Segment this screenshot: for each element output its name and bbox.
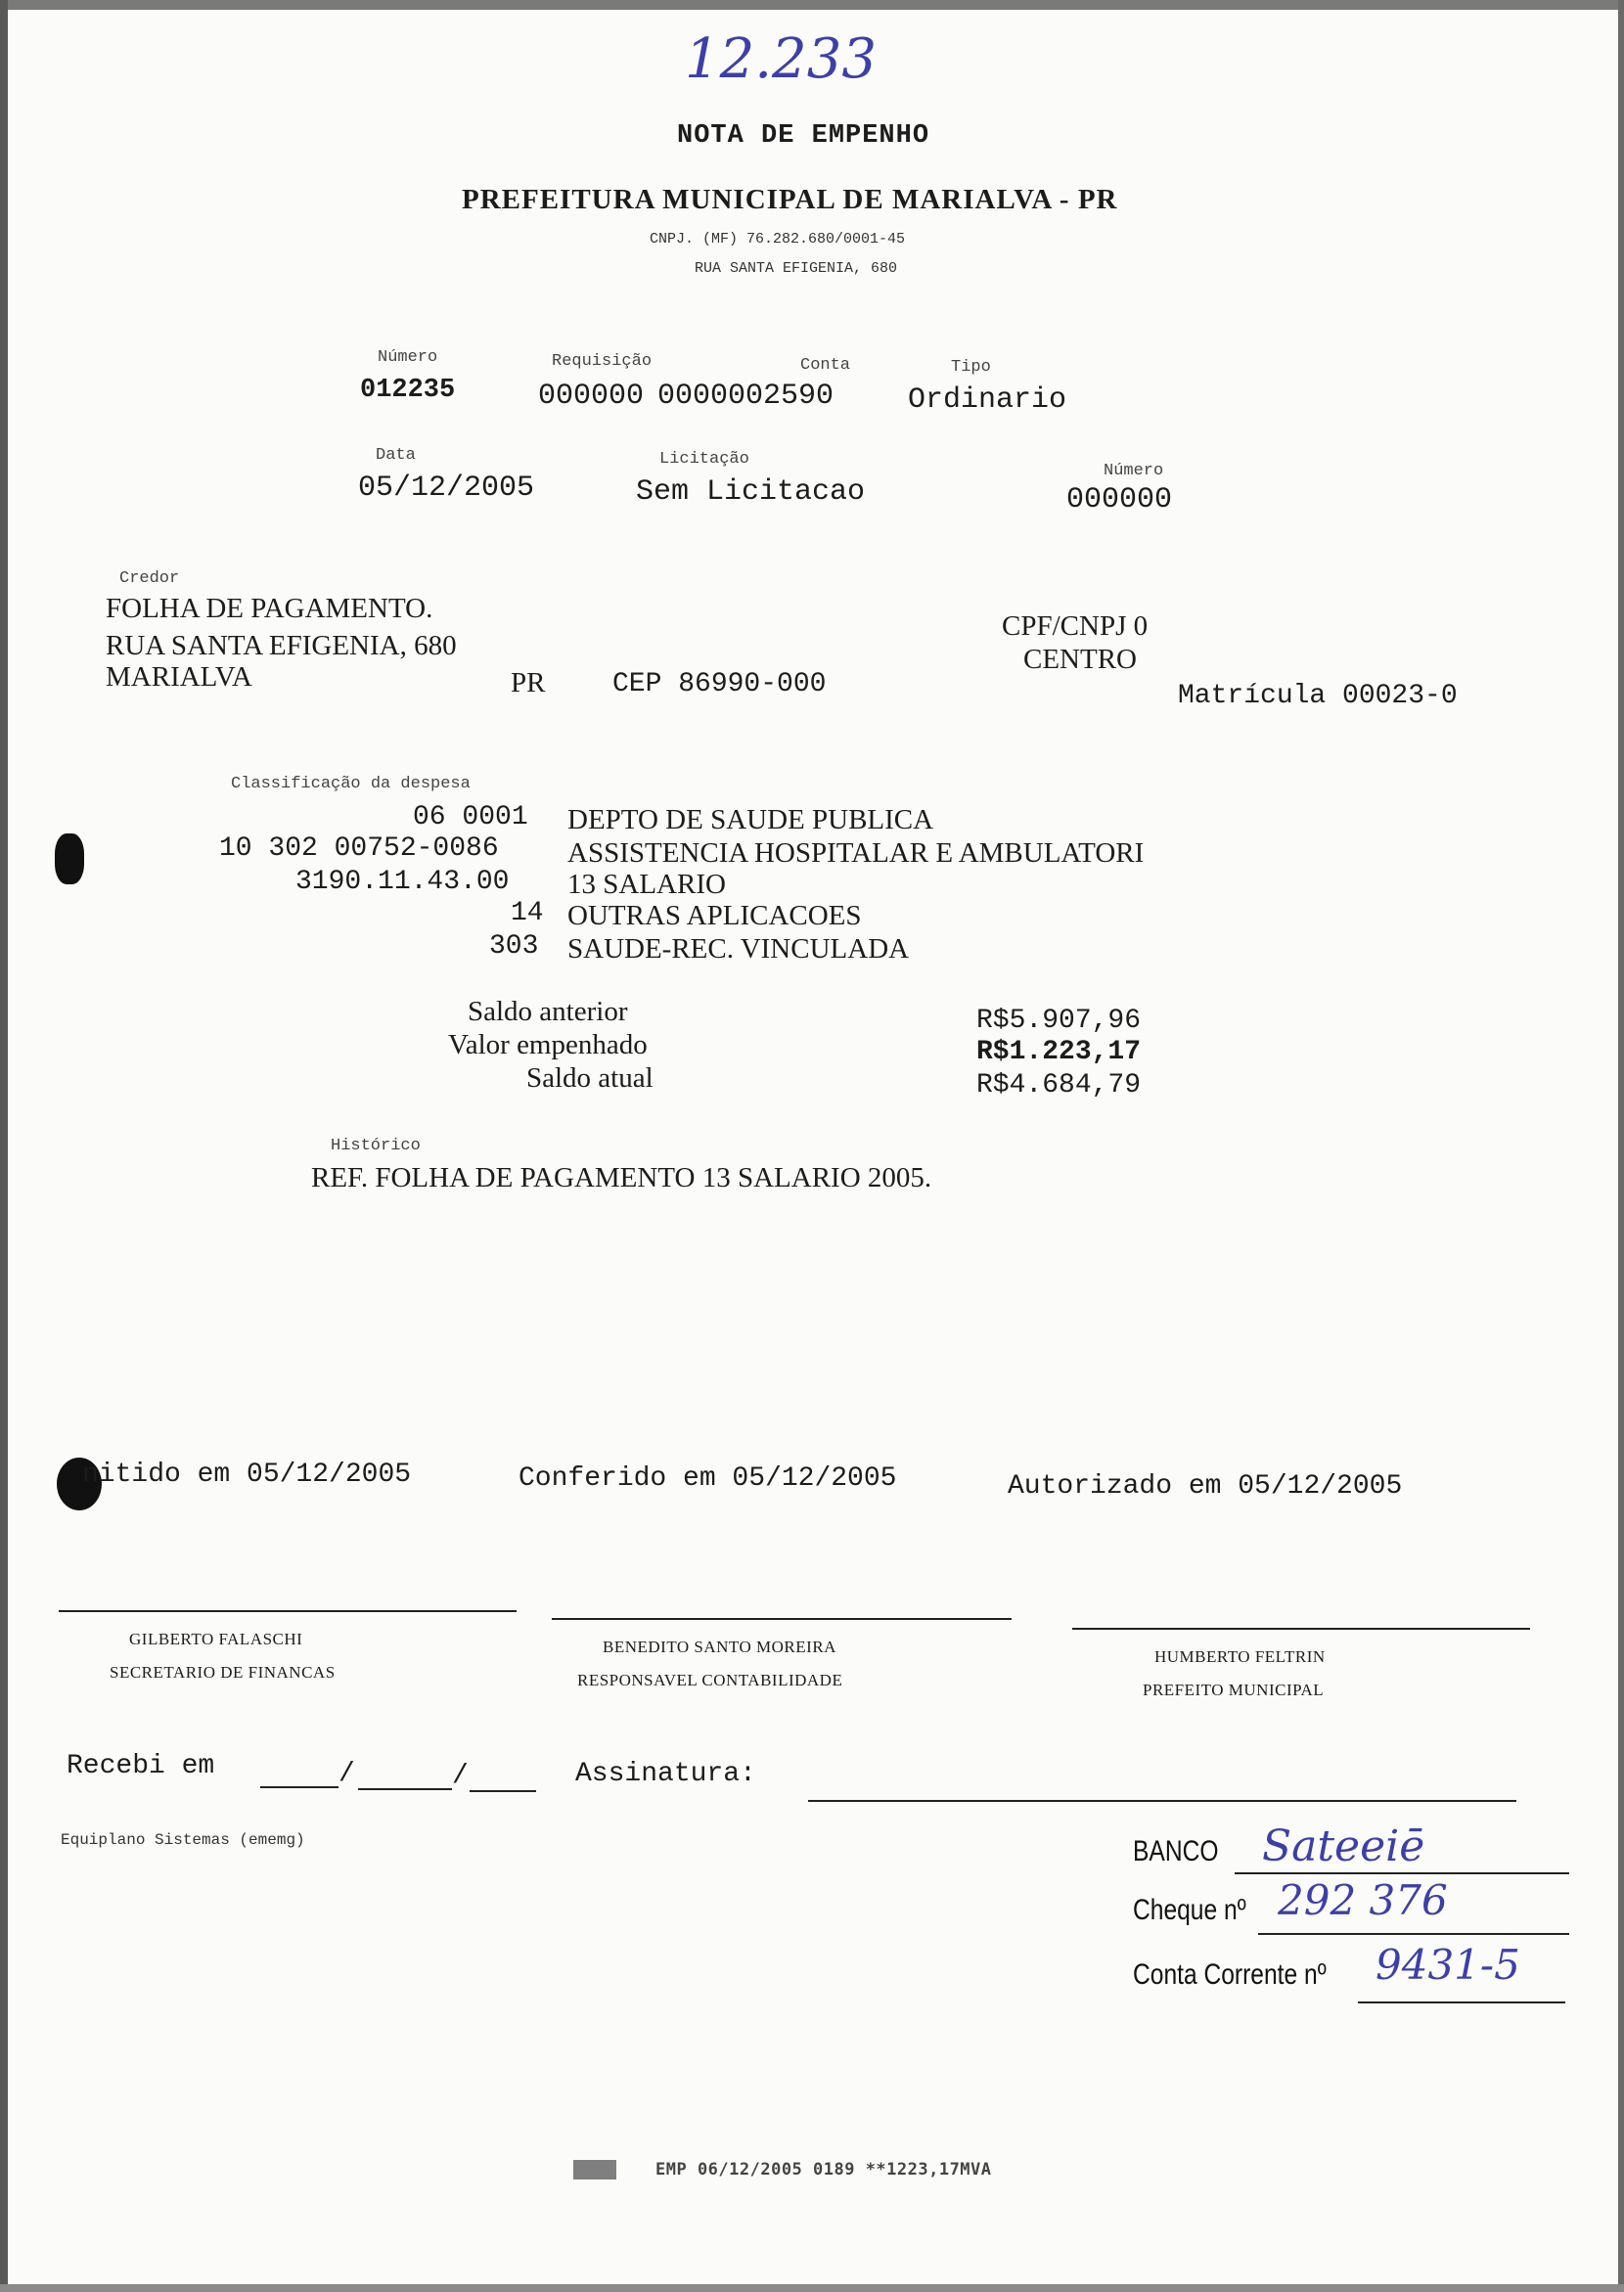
assinatura-label: Assinatura: xyxy=(575,1759,756,1789)
conferido-date: Conferido em 05/12/2005 xyxy=(519,1463,897,1494)
class-code-1: 06 0001 xyxy=(413,802,528,832)
receipt-day-line xyxy=(260,1786,338,1788)
assinatura-line xyxy=(808,1800,1516,1802)
cheque-value: 292 376 xyxy=(1278,1876,1448,1924)
valor-empenhado-label: Valor empenhado xyxy=(448,1029,648,1060)
credor-street: RUA SANTA EFIGENIA, 680 xyxy=(106,630,457,661)
data-value: 05/12/2005 xyxy=(358,472,535,505)
classificacao-label: Classificação da despesa xyxy=(231,775,471,793)
licitacao-label: Licitação xyxy=(659,450,749,469)
credor-cpf-cnpj: CPF/CNPJ 0 xyxy=(1002,610,1149,642)
numero-licitacao-value: 000000 xyxy=(1066,483,1173,517)
class-desc-1: DEPTO DE SAUDE PUBLICA xyxy=(567,804,934,835)
class-desc-4: OUTRAS APLICACOES xyxy=(567,900,862,931)
numero-value: 012235 xyxy=(360,376,456,405)
conta-corrente-value: 9431-5 xyxy=(1376,1941,1520,1989)
signature-role-1: SECRETARIO DE FINANCAS xyxy=(110,1663,336,1682)
signature-role-3: PREFEITO MUNICIPAL xyxy=(1143,1681,1325,1699)
document-title: NOTA DE EMPENHO xyxy=(677,121,930,151)
signature-name-2: BENEDITO SANTO MOREIRA xyxy=(603,1638,836,1656)
saldo-anterior-label: Saldo anterior xyxy=(468,996,628,1027)
organization-name: PREFEITURA MUNICIPAL DE MARIALVA - PR xyxy=(462,184,1118,215)
credor-city: MARIALVA xyxy=(106,661,252,693)
scan-edge-right xyxy=(1618,0,1624,2292)
processing-stamp: EMP 06/12/2005 0189 **1223,17MVA xyxy=(655,2160,992,2180)
credor-district: CENTRO xyxy=(1023,644,1137,675)
credor-cep: CEP 86990-000 xyxy=(612,669,827,699)
credor-state: PR xyxy=(511,667,546,698)
credor-matricula: Matrícula 00023-0 xyxy=(1178,681,1458,711)
organization-cnpj: CNPJ. (MF) 76.282.680/0001-45 xyxy=(650,231,906,247)
class-code-4: 14 xyxy=(511,898,544,928)
numero-label: Número xyxy=(378,348,438,367)
tipo-value: Ordinario xyxy=(908,383,1067,417)
stamp-logo-icon xyxy=(573,2160,616,2180)
autorizado-date: Autorizado em 05/12/2005 xyxy=(1008,1471,1403,1502)
historico-label: Histórico xyxy=(331,1137,421,1155)
saldo-atual-label: Saldo atual xyxy=(526,1062,654,1094)
banco-value: Sateeiē xyxy=(1262,1821,1425,1871)
saldo-anterior-value: R$5.907,96 xyxy=(976,1006,1142,1036)
cheque-line xyxy=(1258,1933,1569,1935)
conta-corrente-line xyxy=(1358,2001,1565,2003)
class-code-3: 3190.11.43.00 xyxy=(295,867,510,897)
scan-edge-top xyxy=(0,0,1624,10)
banco-line xyxy=(1235,1872,1569,1874)
conta-value: 0000002590 xyxy=(657,380,835,413)
licitacao-value: Sem Licitacao xyxy=(636,475,866,509)
organization-address: RUA SANTA EFIGENIA, 680 xyxy=(695,260,898,277)
class-code-2: 10 302 00752-0086 xyxy=(219,833,499,864)
punch-hole-mark xyxy=(55,833,84,884)
scan-edge-left xyxy=(0,0,8,2292)
requisicao-label: Requisição xyxy=(552,352,653,371)
signature-line-2 xyxy=(552,1618,1012,1620)
handwritten-reference: 12.233 xyxy=(685,27,877,91)
scan-edge-bottom xyxy=(0,2284,1624,2292)
valor-empenhado-value: R$1.223,17 xyxy=(976,1037,1142,1067)
tipo-label: Tipo xyxy=(951,358,991,377)
signature-line-3 xyxy=(1072,1628,1530,1630)
date-slash-1: / xyxy=(338,1759,355,1789)
receipt-month-line xyxy=(358,1788,452,1790)
class-desc-3: 13 SALARIO xyxy=(567,869,726,900)
conta-label: Conta xyxy=(800,356,851,375)
banco-label: BANCO xyxy=(1133,1835,1219,1867)
signature-line-1 xyxy=(59,1610,517,1612)
cheque-label: Cheque nº xyxy=(1133,1894,1246,1926)
receipt-year-line xyxy=(470,1790,536,1792)
credor-label: Credor xyxy=(119,569,180,588)
conta-corrente-label: Conta Corrente nº xyxy=(1133,1958,1327,1991)
date-slash-2: / xyxy=(452,1761,469,1791)
data-label: Data xyxy=(376,446,416,465)
requisicao-value: 000000 xyxy=(538,380,645,413)
signature-role-2: RESPONSAVEL CONTABILIDADE xyxy=(577,1671,843,1689)
signature-name-1: GILBERTO FALASCHI xyxy=(129,1630,303,1648)
class-desc-5: SAUDE-REC. VINCULADA xyxy=(567,933,910,965)
numero-licitacao-label: Número xyxy=(1104,462,1164,480)
software-credit: Equiplano Sistemas (ememg) xyxy=(61,1831,305,1849)
class-code-5: 303 xyxy=(489,931,539,962)
saldo-atual-value: R$4.684,79 xyxy=(976,1070,1142,1101)
credor-name: FOLHA DE PAGAMENTO. xyxy=(106,593,433,624)
signature-name-3: HUMBERTO FELTRIN xyxy=(1154,1647,1326,1666)
historico-text: REF. FOLHA DE PAGAMENTO 13 SALARIO 2005. xyxy=(311,1162,932,1193)
recebi-em-label: Recebi em xyxy=(67,1751,215,1781)
class-desc-2: ASSISTENCIA HOSPITALAR E AMBULATORI xyxy=(567,837,1145,869)
emitido-date: nitido em 05/12/2005 xyxy=(82,1460,412,1490)
